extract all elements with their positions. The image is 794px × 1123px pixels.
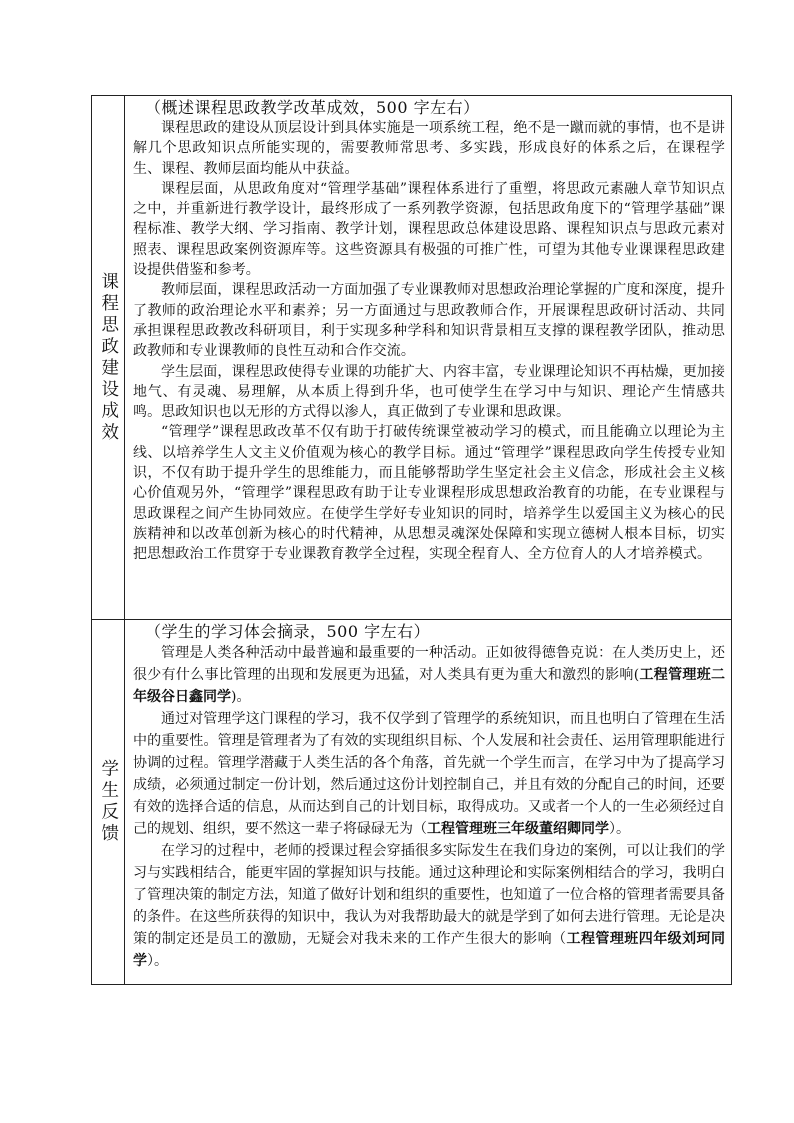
section-heading: （概述课程思政教学改革成效，500 字左右） — [145, 98, 480, 117]
feedback-author: 工程管理班四年级刘珂同学 — [133, 931, 725, 969]
feedback-author: 工程管理班三年级董绍卿同学 — [427, 821, 609, 837]
paragraph: 教师层面，课程思政活动一方面加强了专业课教师对思想政治理论掌握的广度和深度，提升了教师的政治理论水平和素养；另一方面通过与思政教师合作，开展课程思政研讨活动、共同承担课程思政教改科研项目，利于实现多种学科和知识背景相互支撑的课程教学团队，推动思政教师和专业课教师的良性互动和合作交流。 — [133, 282, 725, 360]
feedback-end: ）。 — [609, 821, 630, 837]
evaluation-table — [91, 95, 732, 985]
paragraph: 学生层面，课程思政使得专业课的功能扩大、内容丰富，专业课理论知识不再枯燥，更加接地气、有灵魂、易理解，从本质上得到升华，也可使学生在学习中与知识、理论产生情感共鸣。思政知识也以无形的方式得以渗人，真正做到了专业课和思政课。 — [133, 363, 725, 421]
row-label-student-feedback: 学生反馈 — [98, 759, 119, 845]
row-label-construction-results: 课程思政建设成效 — [98, 271, 119, 444]
feedback-text: 管理是人类各种活动中最普遍和最重要的一种活动。正如彼得德鲁克说：在人类历史上，还很少有什么事比管理的出现和发展更为迅猛，对人类具有更为重大和激烈的影响( — [133, 645, 725, 683]
feedback-paragraph — [133, 642, 725, 708]
row-label-wrap — [93, 621, 123, 983]
row-label-wrap — [93, 97, 123, 618]
feedback-author: 工程管理班二年级谷日鑫同学 — [133, 667, 726, 705]
feedback-end: )。 — [231, 689, 251, 705]
content-cell-construction-results — [125, 96, 732, 620]
table-row-construction-results — [92, 96, 732, 620]
feedback-text: 在学习的过程中，老师的授课过程会穿插很多实际发生在我们身边的案例，可以让我们的学习与实践相结合，能更牢固的掌握知识与技能。通过这种理论和实际案例相结合的学习，我明白了管理决策的制定方法，知道了做好计划和组织的重要性，也知道了一位合格的管理者需要具备的条件。在这些所获得的知识中，我认为对我帮助最大的就是学到了如何去进行管理。无论是决策的制定还是员工的激励，无疑会对我未来的工作产生很大的影响（ — [133, 843, 725, 947]
paragraph: 课程思政的建设从顶层设计到具体实施是一项系统工程，绝不是一蹴而就的事情，也不是讲解几个思政知识点所能实现的，需要教师常思考、多实践，形成良好的体系之后，在课程学生、课程、教师层面均能从中获益。 — [133, 120, 725, 177]
paragraph: 课程层面，从思政角度对“管理学基础”课程体系进行了重塑，将思政元素融人章节知识点之中，并重新进行教学设计，最终形成了一系列教学资源，包括思政角度下的“管理学基础”课程标准、教学大纲、学习指南、教学计划，课程思政总体建设思路、课程知识点与思政元素对照表、课程思政案例资源库等。这些资源具有极强的可推广性，可望为其他专业课课程思政建设提供借鉴和参考。 — [133, 180, 725, 279]
feedback-paragraph — [133, 708, 725, 840]
feedback-paragraph — [133, 840, 725, 972]
section-heading: （学生的学习体会摘录，500 字左右） — [145, 622, 431, 641]
row-label-cell — [92, 620, 125, 985]
content-cell-student-feedback — [125, 620, 732, 985]
paragraph: “管理学”课程思政改革不仅有助于打破传统课堂被动学习的模式，而且能确立以理论为主线、以培养学生人文主义价值观为核心的教学目标。通过“管理学”课程思政向学生传授专业知识，不仅有助于提升学生的思维能力，而且能够帮助学生坚定社会主义信念，形成社会主义核心价值观另外，“管理学”课程思政有助于让专业课程形成思想政治教育的功能，在专业课程与思政课程之间产生协同效应。在使学生学好专业知识的同时，培养学生以爱国主义为核心的民族精神和以改革创新为核心的时代精神，从思想灵魂深处保障和实现立德树人根本目标，切实把思想政治工作贯穿于专业课教育教学全过程，实现全程育人、全方位育人的人才培养模式。 — [133, 424, 725, 563]
feedback-end: ）。 — [147, 953, 168, 969]
table-row-student-feedback — [92, 620, 732, 985]
row-label-cell — [92, 96, 125, 620]
feedback-text: 通过对管理学这门课程的学习，我不仅学到了管理学的系统知识，而且也明白了管理在生活中的重要性。管理是管理者为了有效的实现组织目标、个人发展和社会责任、运用管理职能进行协调的过程。管理学潜藏于人类生活的各个角落，首先就一个学生而言，在学习中为了提高学习成绩，必须通过制定一份计划，然后通过这份计划控制自己，并且有效的分配自己的时间，还要有效的选择合适的信息，从而达到自己的计划目标，取得成功。又或者一个人的一生必须经过自己的规划、组织，要不然这一辈子将碌碌无为（ — [133, 711, 725, 837]
